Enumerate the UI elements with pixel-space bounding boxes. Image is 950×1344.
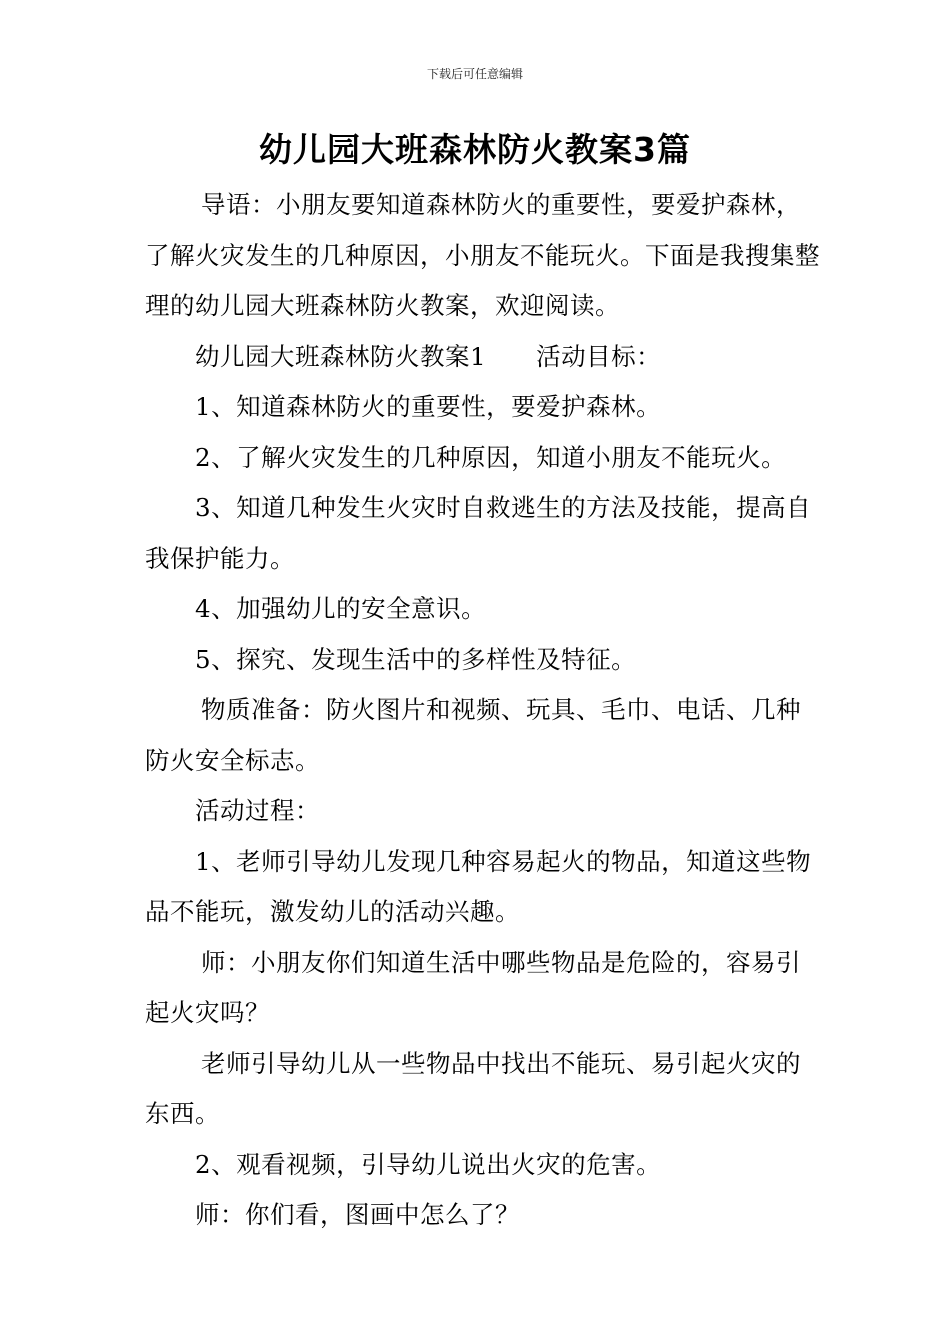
document-body xyxy=(145,180,825,1241)
paragraph-goal-1: 1、知道森林防火的重要性，要爱护森林。 xyxy=(195,392,662,421)
paragraph-process-heading: 活动过程： xyxy=(195,796,320,825)
paragraph-process-2: 2、观看视频，引导幼儿说出火灾的危害。 xyxy=(195,1149,662,1179)
paragraph-teacher-question: 师：小朋友你们知道生活中哪些物品是危险的，容易引起火灾吗？ xyxy=(145,947,801,1027)
paragraph-goal-2: 2、了解火灾发生的几种原因，知道小朋友不能玩火。 xyxy=(195,442,787,472)
paragraph-goal-5: 5、探究、发现生活中的多样性及特征。 xyxy=(195,644,637,674)
page-title: 幼儿园大班森林防火教案3篇 xyxy=(259,130,691,169)
paragraph-goal-4: 4、加强幼儿的安全意识。 xyxy=(195,594,487,623)
paragraph-materials: 物质准备：防火图片和视频、玩具、毛巾、电话、几种防火安全标志。 xyxy=(145,695,801,775)
header-note: 下载后可任意编辑 xyxy=(426,67,523,81)
paragraph-goal-3: 3、知道几种发生火灾时自救逃生的方法及技能，提高自我保护能力。 xyxy=(145,493,812,573)
paragraph-section-heading: 幼儿园大班森林防火教案1 活动目标： xyxy=(195,341,662,371)
paragraph-process-1: 1、老师引导幼儿发现几种容易起火的物品，知道这些物品不能玩，激发幼儿的活动兴趣。 xyxy=(145,846,812,926)
paragraph-teacher-ask: 师：你们看，图画中怎么了？ xyxy=(195,1200,520,1229)
paragraph-intro: 导语：小朋友要知道森林防火的重要性，要爱护森林，了解火灾发生的几种原因，小朋友不能玩火。下面是我搜集整理的幼儿园大班森林防火教案，欢迎阅读。 xyxy=(145,190,820,320)
paragraph-teacher-guide: 老师引导幼儿从一些物品中找出不能玩、易引起火灾的东西。 xyxy=(145,1048,801,1128)
